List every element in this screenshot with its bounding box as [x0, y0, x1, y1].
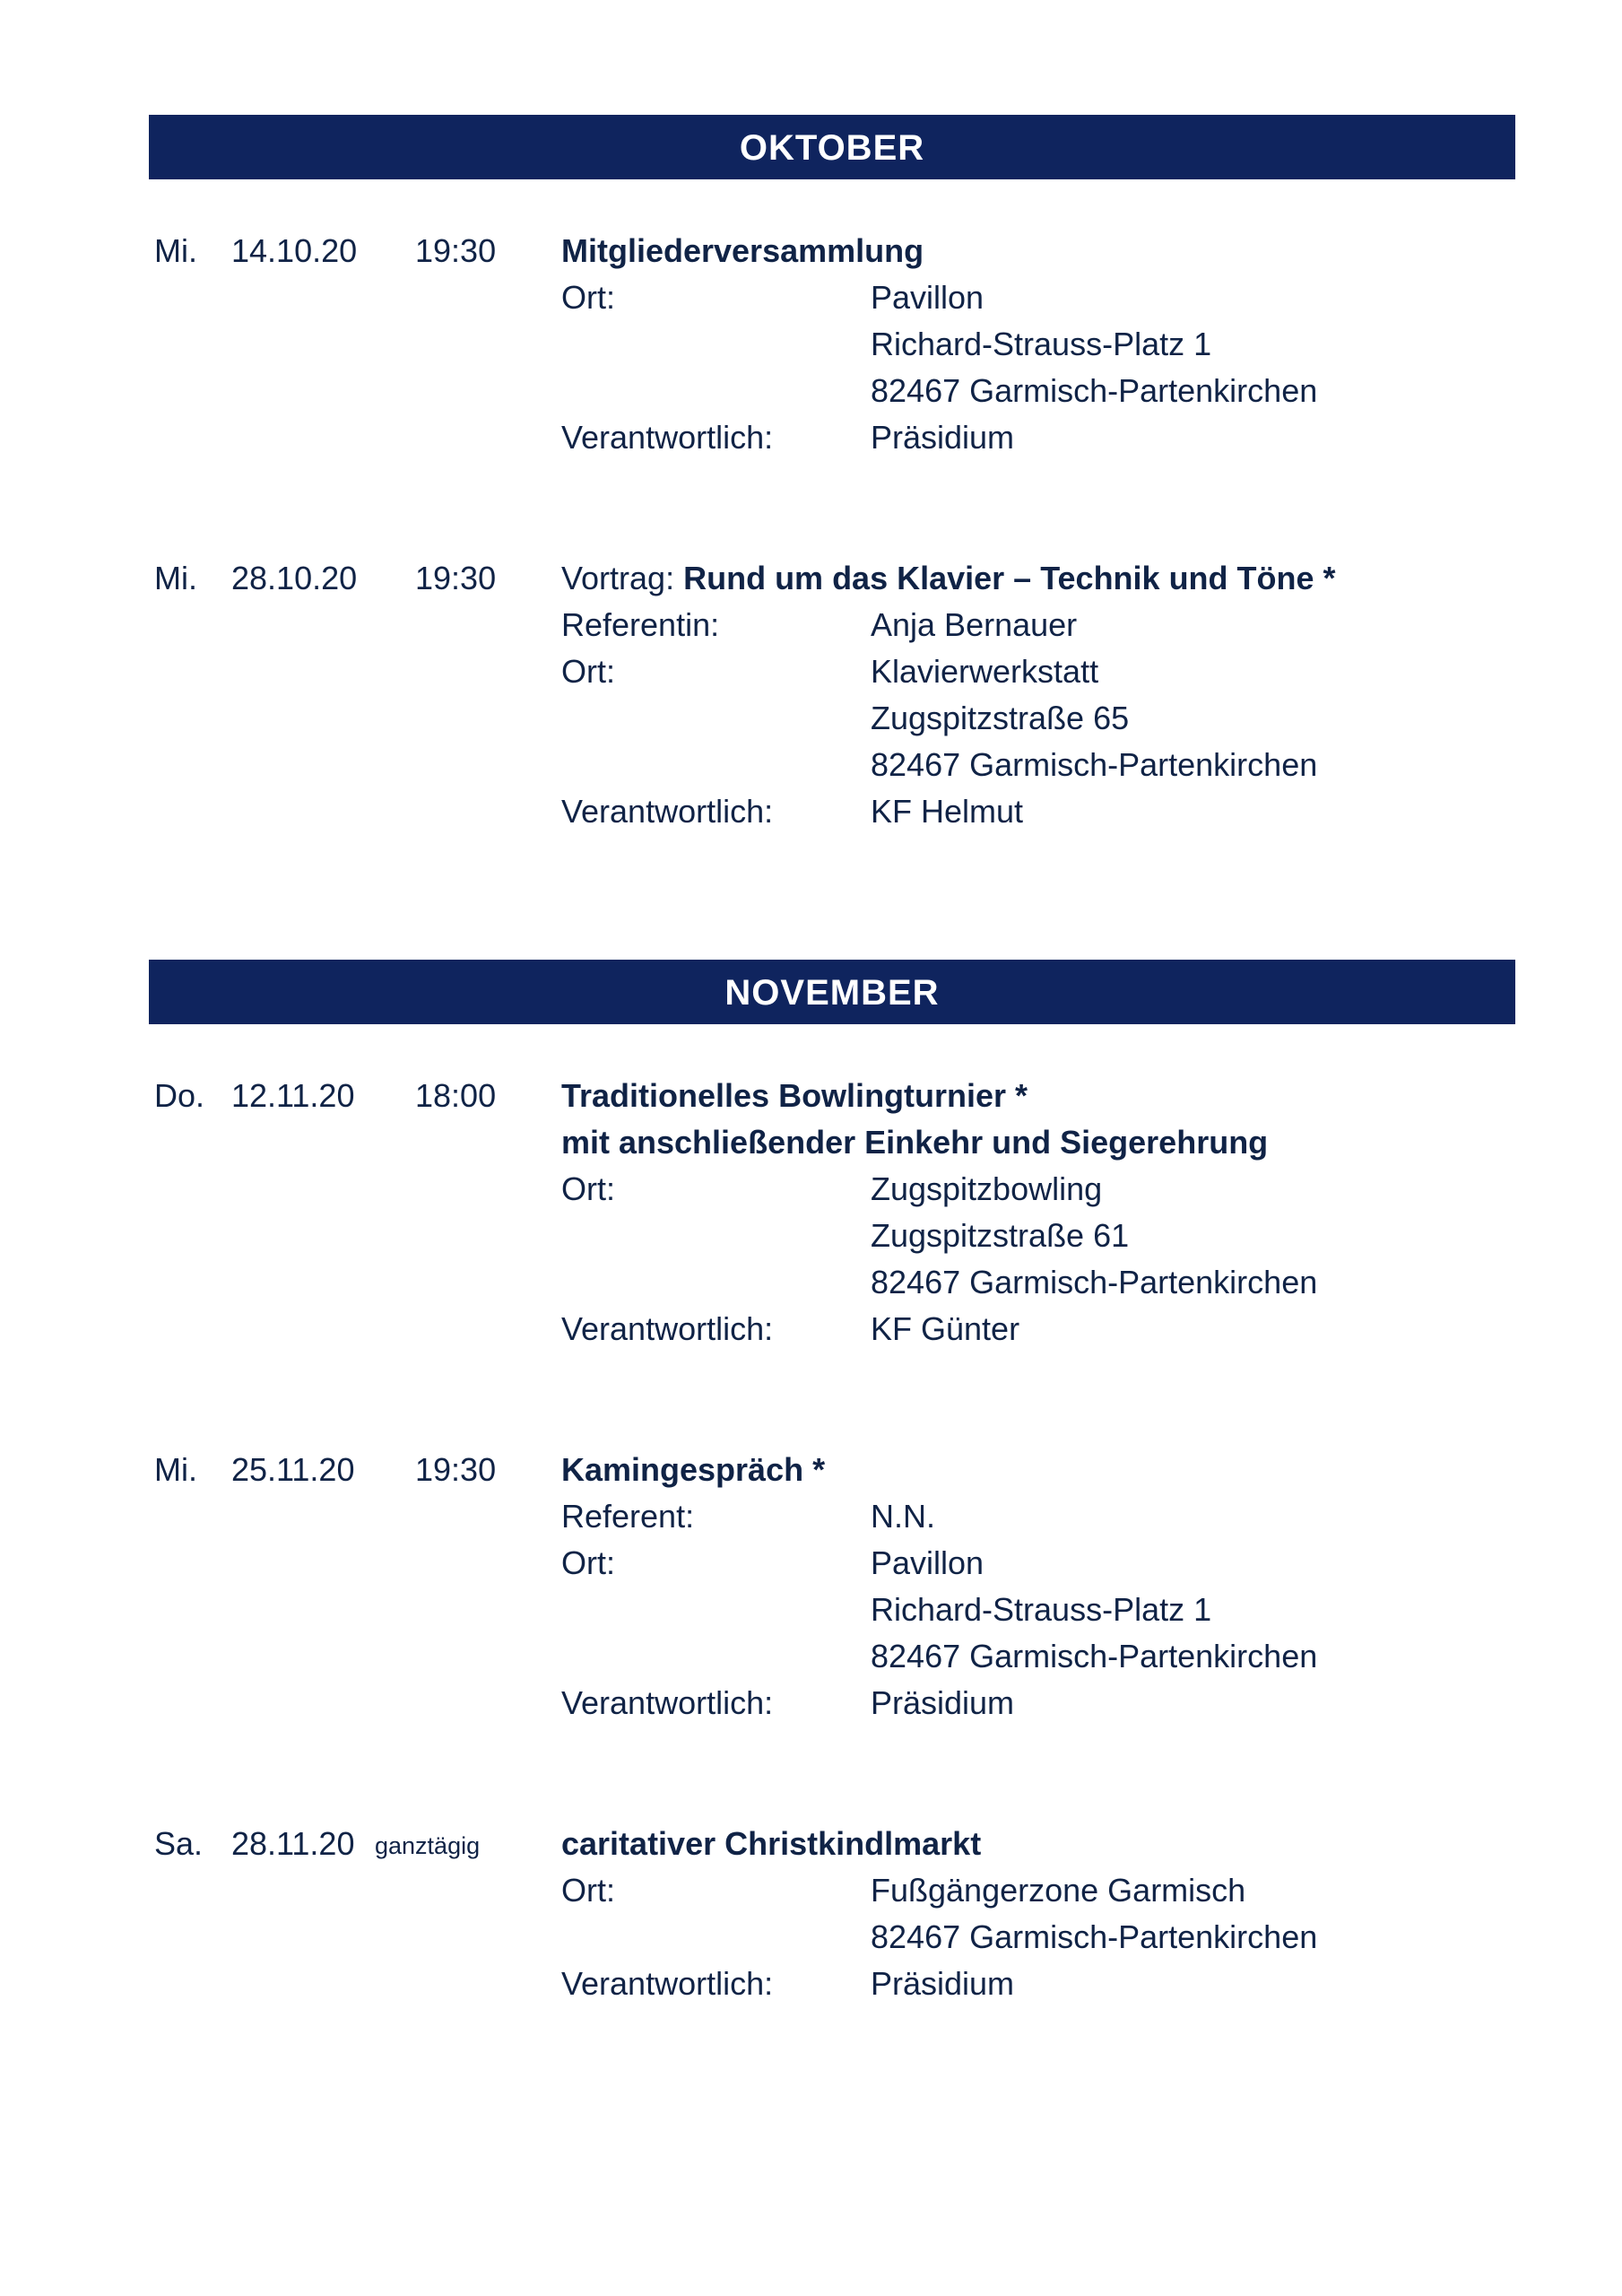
- detail-label: Verantwortlich:: [561, 419, 774, 456]
- event-date: 25.11.20: [231, 1451, 355, 1488]
- detail-label: Ort:: [561, 1544, 615, 1581]
- detail-value: Präsidium: [871, 419, 1015, 456]
- month-header-november: NOVEMBER: [149, 960, 1515, 1024]
- detail-label: Ort:: [561, 653, 615, 690]
- event-time: 18:00: [415, 1077, 497, 1114]
- event-title: Traditionelles Bowlingturnier *: [561, 1077, 1028, 1114]
- event-title: [561, 555, 1336, 602]
- event-day: Sa.: [154, 1825, 204, 1862]
- event-title-line2: mit anschließender Einkehr und Siegerehrung: [561, 1124, 1269, 1161]
- detail-value: 82467 Garmisch-Partenkirchen: [871, 746, 1318, 783]
- detail-label: Verantwortlich:: [561, 1310, 774, 1347]
- detail-value: KF Helmut: [871, 793, 1024, 830]
- detail-value: 82467 Garmisch-Partenkirchen: [871, 1264, 1318, 1300]
- detail-label: Verantwortlich:: [561, 793, 774, 830]
- event-title: caritativer Christkindlmarkt: [561, 1825, 982, 1862]
- event-day: Mi.: [154, 1451, 197, 1488]
- detail-value: Klavierwerkstatt: [871, 653, 1099, 690]
- event-date: 28.11.20: [231, 1825, 355, 1862]
- detail-value: Zugspitzstraße 61: [871, 1217, 1130, 1254]
- detail-value: Zugspitzstraße 65: [871, 700, 1130, 736]
- event-time: 19:30: [415, 232, 497, 269]
- event-title: Mitgliederversammlung: [561, 232, 924, 269]
- event-time: ganztägig: [375, 1832, 481, 1859]
- detail-value: 82467 Garmisch-Partenkirchen: [871, 372, 1318, 409]
- detail-value: 82467 Garmisch-Partenkirchen: [871, 1918, 1318, 1955]
- detail-label: Referentin:: [561, 606, 720, 643]
- detail-value: Pavillon: [871, 1544, 984, 1581]
- event-day: Mi.: [154, 560, 197, 596]
- detail-value: Richard-Strauss-Platz 1: [871, 326, 1212, 362]
- month-header-oktober: OKTOBER: [149, 115, 1515, 179]
- event-date: 28.10.20: [231, 560, 358, 596]
- detail-label: Ort:: [561, 1872, 615, 1909]
- event-date: 14.10.20: [231, 232, 358, 269]
- detail-value: Anja Bernauer: [871, 606, 1078, 643]
- event-time: 19:30: [415, 1451, 497, 1488]
- detail-value: 82467 Garmisch-Partenkirchen: [871, 1638, 1318, 1674]
- detail-value: Fußgängerzone Garmisch: [871, 1872, 1246, 1909]
- detail-value: Richard-Strauss-Platz 1: [871, 1591, 1212, 1628]
- event-title-text: Rund um das Klavier – Technik und Töne *: [683, 560, 1336, 596]
- detail-value: Pavillon: [871, 279, 984, 316]
- detail-value: N.N.: [871, 1498, 935, 1535]
- event-time: 19:30: [415, 560, 497, 596]
- event-title-prefix: Vortrag:: [561, 560, 675, 596]
- event-date: 12.11.20: [231, 1077, 355, 1114]
- detail-label: Ort:: [561, 279, 615, 316]
- detail-value: Präsidium: [871, 1684, 1015, 1721]
- detail-value: Zugspitzbowling: [871, 1170, 1103, 1207]
- event-day: Mi.: [154, 232, 197, 269]
- detail-label: Verantwortlich:: [561, 1965, 774, 2002]
- detail-label: Referent:: [561, 1498, 695, 1535]
- detail-value: KF Günter: [871, 1310, 1020, 1347]
- detail-value: Präsidium: [871, 1965, 1015, 2002]
- detail-label: Ort:: [561, 1170, 615, 1207]
- detail-label: Verantwortlich:: [561, 1684, 774, 1721]
- event-day: Do.: [154, 1077, 205, 1114]
- event-title: Kamingespräch *: [561, 1451, 826, 1488]
